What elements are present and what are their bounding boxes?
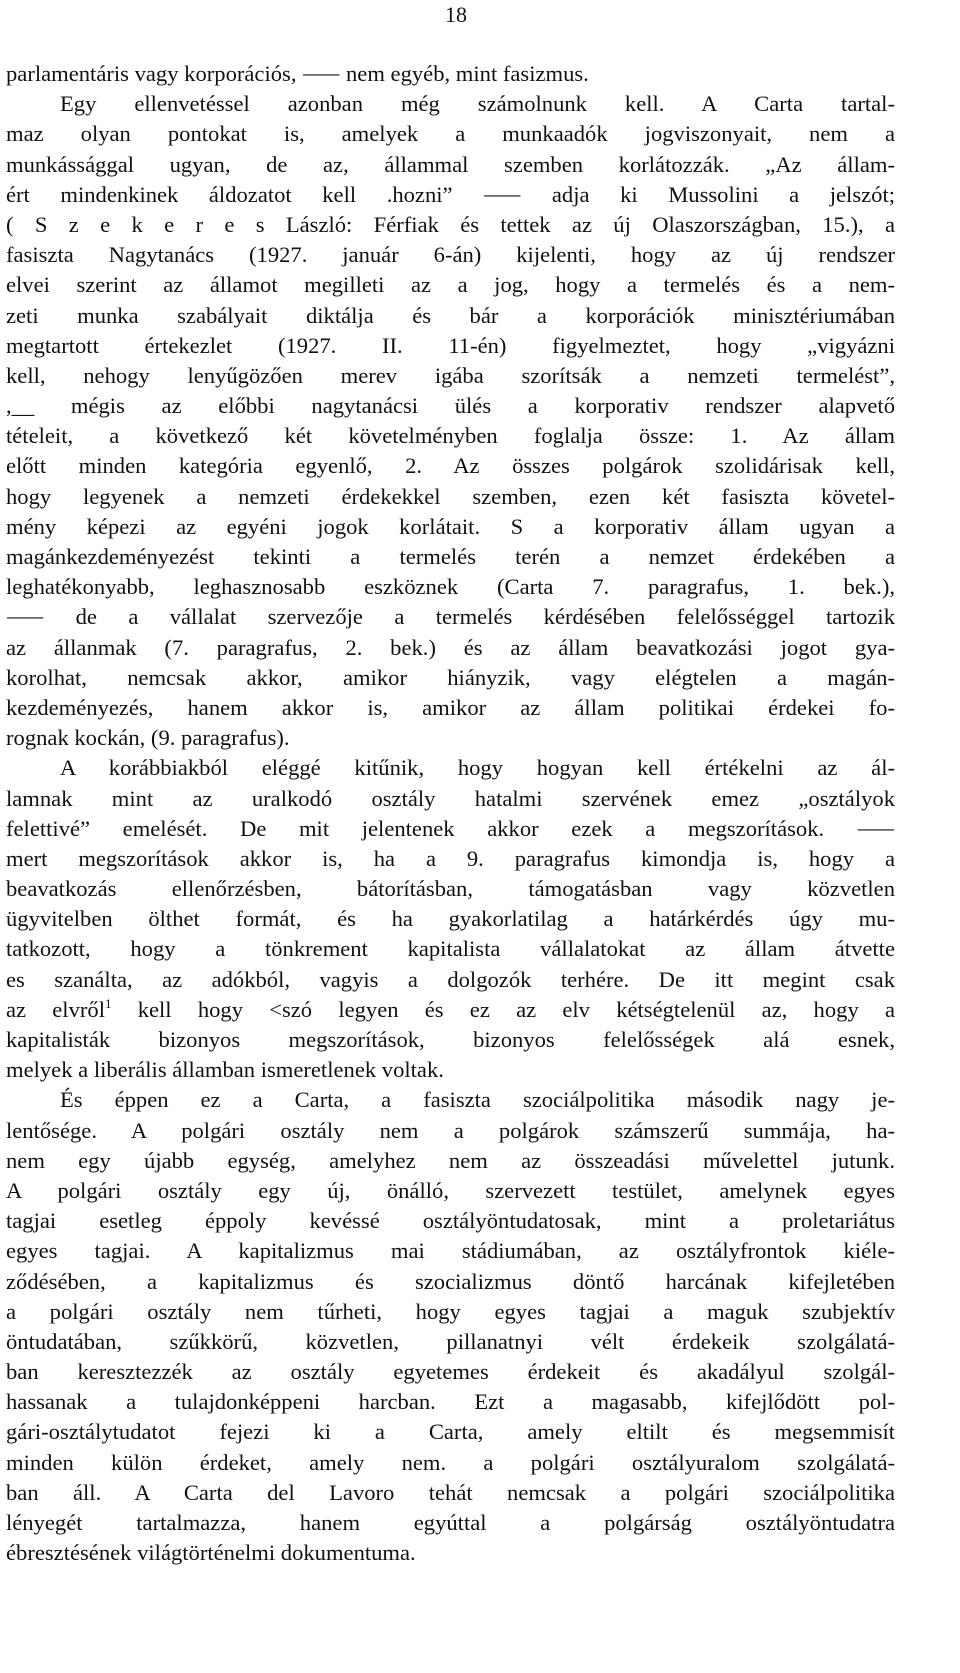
text-line [6,1116,895,1146]
line-text: kell, nehogy lenyűgözően merev igába szorítsák a nemzeti termelést”, [6,362,895,388]
line-text: ⸺ de a vállalat szervezője a termelés kérdésében felelősséggel tartozik [6,604,895,630]
text-line [6,1267,895,1297]
text-line [6,1387,895,1417]
text-line [6,1357,895,1387]
line-text: tételeit, a következő két követelményben foglalja össze: 1. Az állam [6,423,895,449]
line-text: a polgári osztály nem tűrheti, hogy egyes tagjai a maguk szubjektív [6,1298,895,1324]
text-line [6,1538,895,1568]
text-line [6,89,895,119]
text-line [6,753,895,783]
line-text: Egy ellenvetéssel azonban még számolnunk kell. A Carta tartal- [60,91,895,117]
text-line [6,633,895,663]
text-line [6,693,895,723]
text-line [6,1478,895,1508]
line-text: kezdeményezés, hanem akkor is, amikor az állam politikai érdekei fo- [6,694,895,720]
line-text: hogy legyenek a nemzeti érdekekkel szemben, ezen két fasiszta követel- [6,483,895,509]
line-text: hassanak a tulajdonképpeni harcban. Ezt a magasabb, kifejlődött pol- [6,1389,895,1415]
line-text: lamnak mint az uralkodó osztály hatalmi szervének emez „osztályok [6,785,895,811]
text-line [6,1508,895,1538]
text-line [6,1055,895,1085]
text-line [6,1448,895,1478]
text-line [6,934,895,964]
line-text: ,__ mégis az előbbi nagytanácsi ülés a korporativ rendszer alapvető [6,393,895,419]
line-text: ban keresztezzék az osztály egyetemes érdekeit és akadályul szolgál- [6,1359,895,1385]
line-text: megtartott értekezlet (1927. II. 11-én) figyelmeztet, hogy „vigyázni [6,332,895,358]
line-text: leghatékonyabb, leghasznosabb eszköznek (Carta 7. paragrafus, 1. bek.), [6,574,895,600]
line-text: egyes tagjai. A kapitalizmus mai stádiumában, az osztályfrontok kiéle- [6,1238,895,1264]
body-text [6,59,895,1568]
line-text: felettivé” emelését. De mit jelentenek akkor ezek a megszorítások. ⸺ [6,815,895,841]
line-text: A polgári osztály egy új, önálló, szervezett testület, amelynek egyes [6,1177,895,1203]
text-line [6,1146,895,1176]
line-text: előtt minden kategória egyenlő, 2. Az összes polgárok szolidárisak kell, [6,453,895,479]
text-line [6,421,895,451]
line-text: ződésében, a kapitalizmus és szocializmus döntő harcának kifejletében [6,1268,895,1294]
line-text: lentősége. A polgári osztály nem a polgárok számszerű summája, ha- [6,1117,895,1143]
text-line [6,572,895,602]
text-line [6,1085,895,1115]
line-text: nem egy újabb egység, amelyhez nem az összeadási művelettel jutunk. [6,1147,895,1173]
text-line [6,844,895,874]
text-line [6,1327,895,1357]
text-line [6,59,895,89]
text-line [6,119,895,149]
text-line [6,240,895,270]
text-line [6,1417,895,1447]
text-line [6,482,895,512]
text-line [6,301,895,331]
line-text: lényegét tartalmazza, hanem egyúttal a polgárság osztályöntudatra [6,1510,895,1535]
line-text: ban áll. A Carta del Lavoro tehát nemcsak a polgári szociálpolitika [6,1479,895,1505]
text-line [6,602,895,632]
text-line [6,1297,895,1327]
line-text: És éppen ez a Carta, a fasiszta szociálpolitika második nagy je- [60,1087,895,1113]
line-text: A korábbiakból eléggé kitűnik, hogy hogyan kell értékelni az ál- [60,755,895,781]
line-text: ( S z e k e r e s László: Férfiak és tettek az új Olaszországban, 15.), a [6,211,895,237]
text-line [6,1176,895,1206]
text-line [6,1236,895,1266]
text-line [6,965,895,995]
line-text: elvei szerint az államot megilleti az a jog, hogy a termelés és a nem- [6,272,895,298]
text-line [6,361,895,391]
text-line [6,270,895,300]
line-text-continued: kell hogy <szó legyen és ez az elv kétségtelenül az, hogy a [111,996,895,1022]
line-text: rognak kockán, (9. paragrafus). [6,725,290,751]
line-text: mert megszorítások akkor is, ha a 9. paragrafus kimondja is, hogy a [6,845,895,871]
line-text: fasiszta Nagytanács (1927. január 6-án) kijelenti, hogy az új rendszer [6,242,895,268]
line-text: mény képezi az egyéni jogok korlátait. S a korporativ állam ugyan a [6,513,895,539]
line-text: az állanmak (7. paragrafus, 2. bek.) és az állam beavatkozási jogot gya- [6,634,895,660]
text-line [6,451,895,481]
line-text: parlamentáris vagy korporációs, ⸺ nem egyéb, mint fasizmus. [6,61,589,86]
text-line [6,723,895,753]
footnote-marker: 1 [104,995,112,1011]
text-line [6,1206,895,1236]
text-line [6,331,895,361]
text-line [6,814,895,844]
text-line [6,512,895,542]
line-text: ébresztésének világtörténelmi dokumentuma. [6,1540,416,1566]
text-line [6,150,895,180]
line-text: az elvről [6,996,105,1022]
line-text: melyek a liberális államban ismeretlenek voltak. [6,1057,444,1083]
text-line [6,1025,895,1055]
line-text: tagjai esetleg éppoly kevéssé osztályöntudatosak, mint a proletariátus [6,1208,895,1234]
text-line [6,391,895,421]
line-text: minden külön érdeket, amely nem. a polgári osztályuralom szolgálatá- [6,1449,895,1475]
line-text: munkássággal ugyan, de az, állammal szemben korlátozzák. „Az állam- [6,151,895,177]
line-text: ért mindenkinek áldozatot kell .hozni” ⸺ adja ki Mussolini a jelszót; [6,181,895,207]
page-number: 18 [445,2,467,27]
line-text: magánkezdeményezést tekinti a termelés terén a nemzet érdekében a [6,544,895,569]
text-line [6,542,895,572]
line-text: ügyvitelben ölthet formát, és ha gyakorlatilag a határkérdés úgy mu- [6,906,895,932]
line-text: beavatkozás ellenőrzésben, bátorításban, támogatásban vagy közvetlen [6,876,895,902]
text-line [6,904,895,934]
line-text: maz olyan pontokat is, amelyek a munkaadók jogviszonyait, nem a [6,121,895,147]
text-line [6,784,895,814]
line-text: korolhat, nemcsak akkor, amikor hiányzik, vagy elégtelen a magán- [6,664,895,690]
text-line [6,995,895,1025]
text-line [6,210,895,240]
line-text: kapitalisták bizonyos megszorítások, bizonyos felelősségek alá esnek, [6,1027,895,1052]
line-text: tatkozott, hogy a tönkrement kapitalista vállalatokat az állam átvette [6,936,895,962]
line-text: öntudatában, szűkkörű, közvetlen, pillanatnyi vélt érdekeik szolgálatá- [6,1328,895,1354]
line-text: es szanálta, az adókból, vagyis a dolgozók terhére. De itt megint csak [6,966,895,992]
line-text: gári-osztálytudatot fejezi ki a Carta, amely eltilt és megsemmisít [6,1419,895,1445]
line-text: zeti munka szabályait diktálja és bár a korporációk minisztériumában [6,302,895,328]
text-line [6,663,895,693]
text-line [6,874,895,904]
text-line [6,180,895,210]
